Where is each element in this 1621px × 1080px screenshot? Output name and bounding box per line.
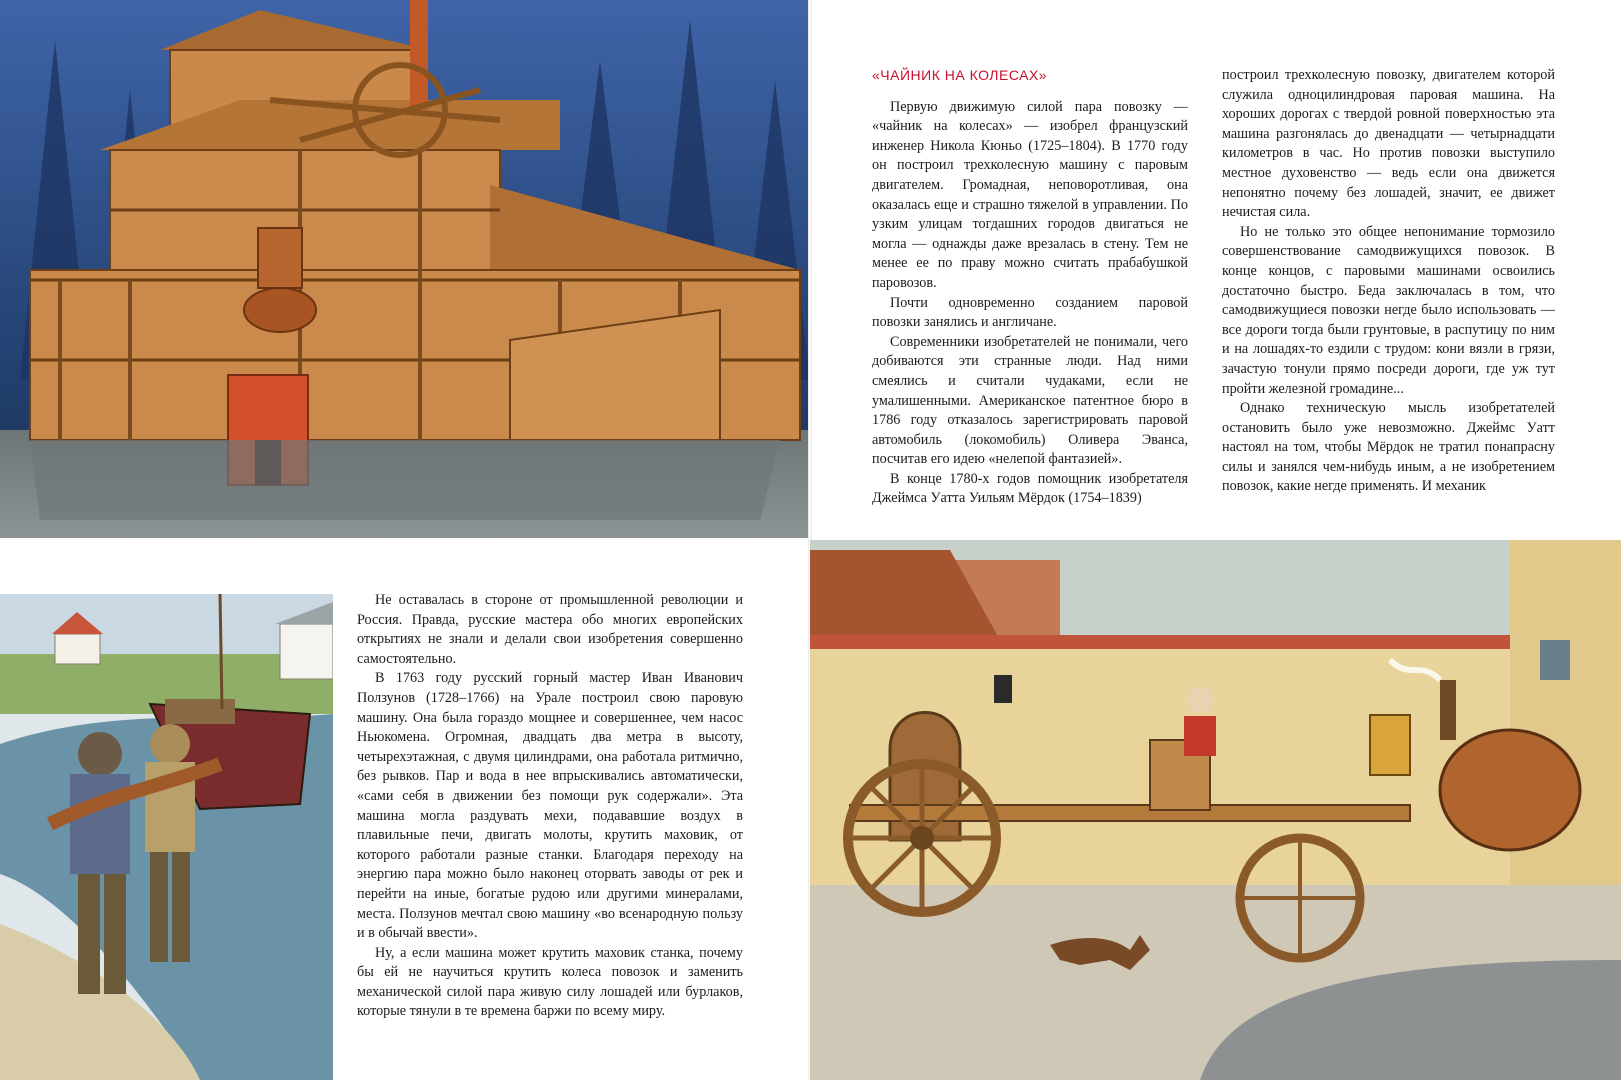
left-page — [0, 0, 810, 1080]
steam-carriage-illustration — [810, 540, 1621, 1080]
paragraph: Ну, а если машина может крутить маховик станка, почему бы ей не научиться крутить колеса повозок и заменить механической силой пара живую силу лошадей или бурлаков, которые тянули в те времена баржи по всему миру. — [357, 944, 743, 1020]
barge-haulers-illustration — [0, 594, 333, 1080]
paragraph: В конце 1780-х годов помощник изобретателя Джеймса Уатта Уильям Мёрдок (1754–1839) — [872, 470, 1188, 507]
paragraph: Первую движимую силой пара повозку — «чайник на колесах» — изобрел французский инженер Никола Кюньо (1725–1804). В 1770 году он построил трехколесную машину с паровым двигателем. Громадная, неповоротливая, она оказалась еще и страшно тяжелой в управлении. По узким улицам тогдашних городов двигаться не могла — однажды даже врезалась в стену. Тем не менее ее по праву можно считать прабабушкой паровозов. — [872, 98, 1188, 291]
right-text-column-1 — [872, 66, 1188, 509]
right-page — [810, 0, 1621, 1080]
paragraph: Но не только это общее непонимание тормозило совершенствование самодвижущихся повозок. В конце концов, с паровыми машинами освоились достаточно быстро. Беда заключалась в том, что самодвижущиеся повозки негде было использовать — все дороги тогда были грунтовые, в распутицу по ним и на лошадях-то ездили с трудом: кони вязли в грязи, зачастую тонули прямо посреди дороги, где уж тут пройти железной громадине... — [1222, 223, 1555, 397]
right-text-column-2 — [1222, 66, 1555, 497]
paragraph: Не оставалась в стороне от промышленной революции и Россия. Правда, русские мастера обо многих европейских открытиях не знали и делали свои изобретения совершенно самостоятельно. — [357, 592, 743, 667]
paragraph: построил трехколесную повозку, двигателем которой служила одноцилиндровая паровая машина. На хороших дорогах с твердой ровной поверхностью эта машина разгонялась до двенадцати — четырнадцати километров в час. Но против повозки выступило местное духовенство — ведь если она движется непонятно почему без лошадей, значит, ее движет нечистая сила. — [1222, 67, 1555, 221]
left-text-column — [357, 591, 743, 1022]
section-heading: «ЧАЙНИК НА КОЛЕСАХ» — [872, 67, 1048, 83]
paragraph: В 1763 году русский горный мастер Иван Иванович Ползунов (1728–1766) на Урале построил свою паровую машину. Она была гораздо мощнее и совершеннее, чем насос Ньюкомена. Огромная, двадцать два метра в высоту, четырехэтажная, с двумя цилиндрами, она работала ритмично, без рывков. Пар и вода в нее впрыскивались автоматически, «сами себя в движении без помощи рук содержали». Эта машина могла раздувать мехи, подававшие воздух в плавильные печи, двигать молоты, крутить маховик, от которого работали разные станки. Благодаря переходу на энергию пара можно было наконец оторвать заводы от рек и перейти на иные, богатые рудою или другими минералами, места. Ползунов мечтал свою машину «во всенародную пользу и в обычай ввести». — [357, 670, 743, 942]
paragraph: Однако техническую мысль изобретателей остановить было уже невозможно. Джеймс Уатт настоял на том, чтобы Мёрдок не тратил понапрасну силы и занялся чем-нибудь иным, а не изобретением повозок, какие негде применять. И механик — [1222, 400, 1555, 495]
paragraph: Почти одновременно созданием паровой повозки занялись и англичане. — [872, 294, 1188, 331]
paragraph: Современники изобретателей не понимали, чего добиваются эти странные люди. Над ними смеялись и считали чудаками, если не умалишенными. Американское патентное бюро в 1786 году отказалось зарегистрировать паровой автомобиль (локомобиль) Оливера Эванса, посчитав его идею «нелепой фантазией». — [872, 333, 1188, 468]
steam-engine-house-illustration — [0, 0, 810, 538]
